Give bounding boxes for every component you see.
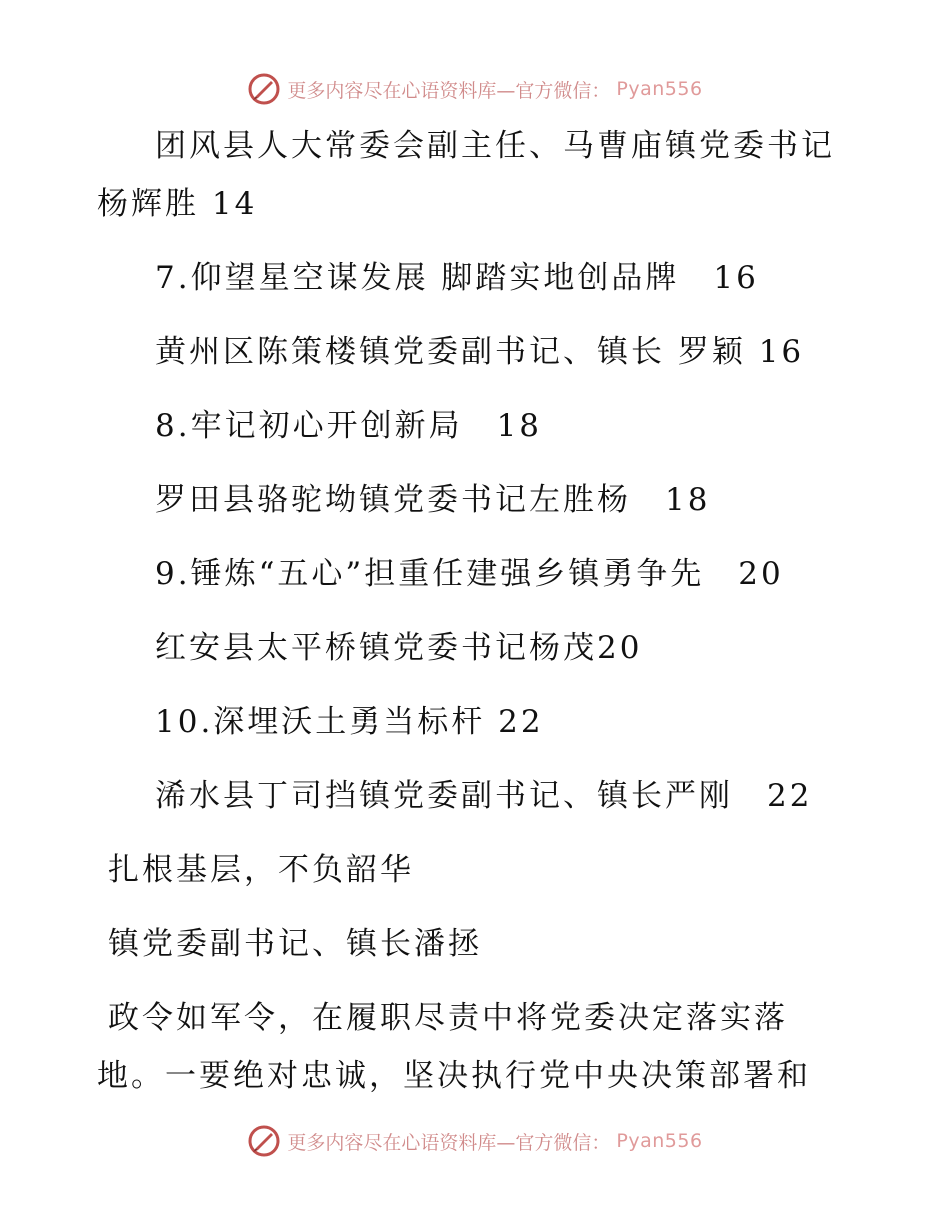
toc-line-3: 7.仰望星空谋发展 脚踏实地创品牌 16 bbox=[155, 260, 759, 296]
watermark-text: 更多内容尽在心语资料库—官方微信： bbox=[287, 1131, 611, 1154]
toc-line-10: 浠水县丁司挡镇党委副书记、镇长严刚 22 bbox=[155, 778, 813, 814]
article-title: 扎根基层，不负韶华 bbox=[108, 852, 414, 888]
watermark-text: 更多内容尽在心语资料库—官方微信： bbox=[287, 79, 611, 102]
toc-line-8: 红安县太平桥镇党委书记杨茂20 bbox=[155, 630, 643, 666]
toc-line-1: 团风县人大常委会副主任、马曹庙镇党委书记 bbox=[155, 128, 835, 164]
toc-line-5: 8.牢记初心开创新局 18 bbox=[155, 408, 543, 444]
watermark-footer bbox=[0, 1124, 950, 1158]
body-paragraph-line-1: 政令如军令，在履职尽责中将党委决定落实落 bbox=[108, 1000, 788, 1036]
toc-line-6: 罗田县骆驼坳镇党委书记左胜杨 18 bbox=[155, 482, 711, 518]
toc-line-4: 黄州区陈策楼镇党委副书记、镇长 罗颖 16 bbox=[155, 334, 805, 370]
watermark-header bbox=[0, 72, 950, 106]
toc-line-7: 9.锤炼“五心”担重任建强乡镇勇争先 20 bbox=[155, 556, 784, 592]
watermark-id: Pyan556 bbox=[616, 1130, 703, 1152]
article-author: 镇党委副书记、镇长潘拯 bbox=[108, 926, 482, 962]
quill-logo-icon bbox=[247, 72, 281, 106]
quill-logo-icon bbox=[247, 1124, 281, 1158]
watermark-id: Pyan556 bbox=[616, 78, 703, 100]
toc-line-2: 杨辉胜 14 bbox=[97, 186, 258, 222]
body-paragraph-line-2: 地。一要绝对忠诚，坚决执行党中央决策部署和 bbox=[97, 1058, 811, 1094]
toc-line-9: 10.深埋沃土勇当标杆 22 bbox=[155, 704, 544, 740]
